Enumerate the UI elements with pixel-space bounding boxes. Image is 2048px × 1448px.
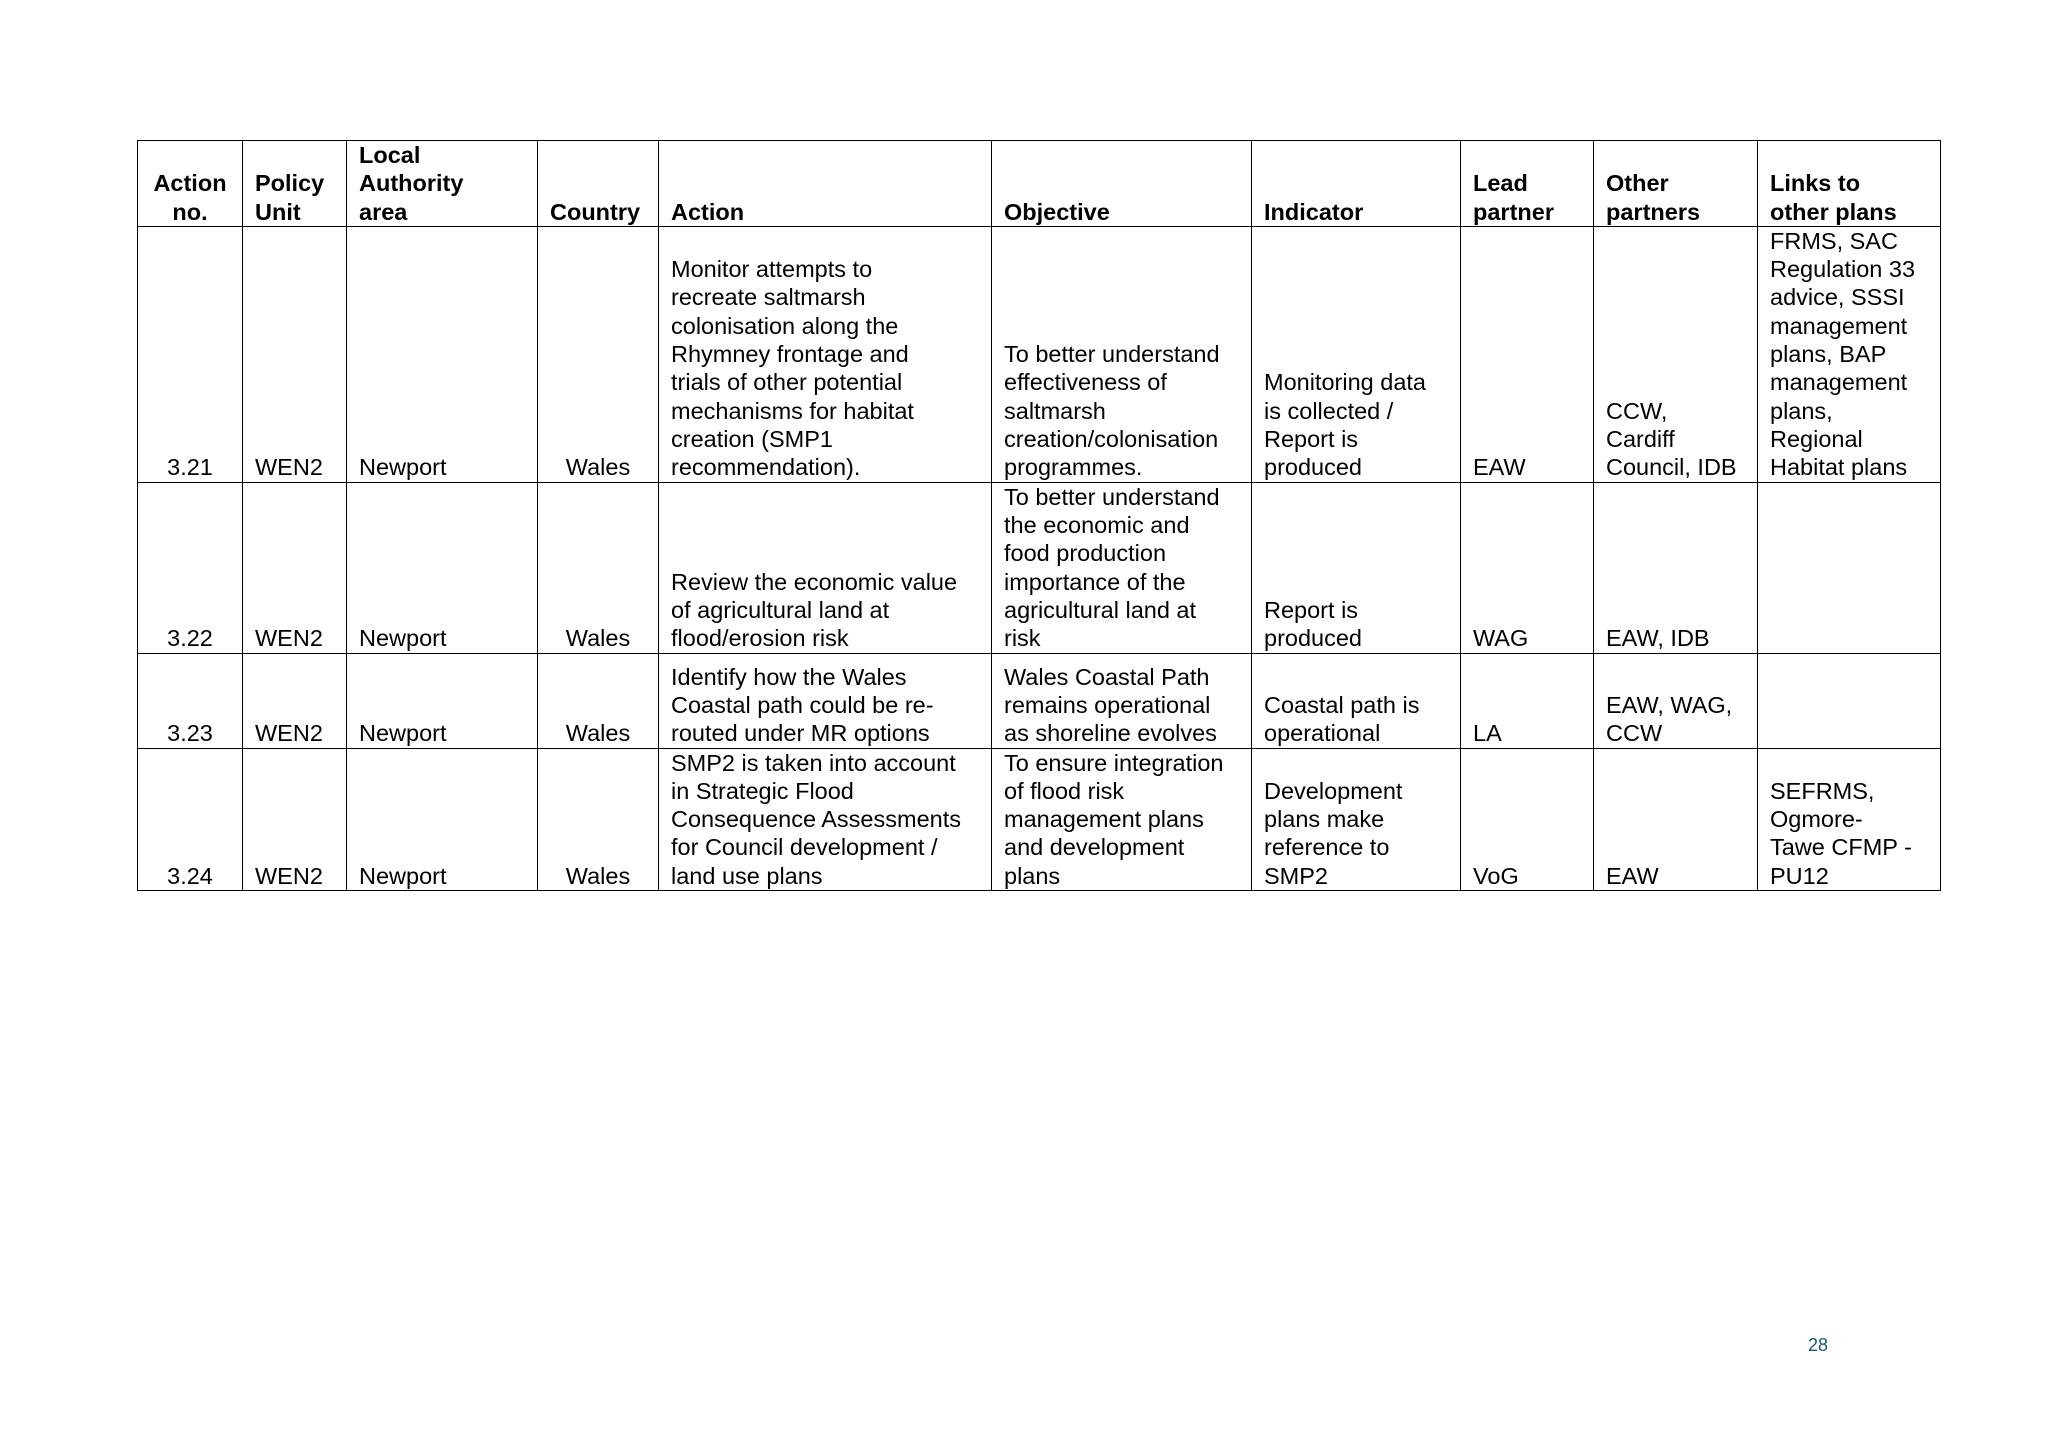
cell-action: Monitor attempts to recreate saltmarsh colonisation along the Rhymney frontage and trials of other potential mechanisms for habitat creation (SMP1 recommendation). (659, 226, 992, 482)
cell-local-authority: Newport (347, 653, 538, 748)
cell-other-partners: EAW, WAG, CCW (1594, 653, 1758, 748)
cell-links (1758, 653, 1941, 748)
cell-action-no: 3.21 (138, 226, 243, 482)
cell-local-authority: Newport (347, 482, 538, 653)
cell-policy-unit: WEN2 (243, 226, 347, 482)
cell-links: SEFRMS, Ogmore- Tawe CFMP - PU12 (1758, 748, 1941, 890)
cell-objective: To better understand effectiveness of saltmarsh creation/colonisation programmes. (992, 226, 1252, 482)
cell-policy-unit: WEN2 (243, 653, 347, 748)
table-row (138, 226, 1941, 482)
table-row (138, 653, 1941, 748)
cell-country: Wales (538, 226, 659, 482)
header-objective: Objective (992, 141, 1252, 227)
cell-indicator: Coastal path is operational (1252, 653, 1461, 748)
header-other-partners: Other partners (1594, 141, 1758, 227)
cell-action-no: 3.22 (138, 482, 243, 653)
table-row (138, 482, 1941, 653)
cell-action-no: 3.23 (138, 653, 243, 748)
action-plan-table (137, 140, 1941, 891)
cell-local-authority: Newport (347, 226, 538, 482)
cell-action-no: 3.24 (138, 748, 243, 890)
cell-policy-unit: WEN2 (243, 482, 347, 653)
cell-lead-partner: VoG (1461, 748, 1594, 890)
cell-local-authority: Newport (347, 748, 538, 890)
cell-lead-partner: WAG (1461, 482, 1594, 653)
header-action-no: Action no. (138, 141, 243, 227)
header-action: Action (659, 141, 992, 227)
cell-objective: To ensure integration of flood risk management plans and development plans (992, 748, 1252, 890)
cell-action: Review the economic value of agricultural land at flood/erosion risk (659, 482, 992, 653)
header-country: Country (538, 141, 659, 227)
cell-action: SMP2 is taken into account in Strategic Flood Consequence Assessments for Council development / land use plans (659, 748, 992, 890)
cell-other-partners: EAW, IDB (1594, 482, 1758, 653)
cell-country: Wales (538, 748, 659, 890)
cell-country: Wales (538, 653, 659, 748)
cell-links: FRMS, SAC Regulation 33 advice, SSSI management plans, BAP management plans, Regional Habitat plans (1758, 226, 1941, 482)
cell-indicator: Report is produced (1252, 482, 1461, 653)
header-row (138, 141, 1941, 227)
cell-indicator: Monitoring data is collected / Report is produced (1252, 226, 1461, 482)
cell-lead-partner: EAW (1461, 226, 1594, 482)
cell-lead-partner: LA (1461, 653, 1594, 748)
header-lead-partner: Lead partner (1461, 141, 1594, 227)
header-policy-unit: Policy Unit (243, 141, 347, 227)
cell-other-partners: CCW, Cardiff Council, IDB (1594, 226, 1758, 482)
header-indicator: Indicator (1252, 141, 1461, 227)
cell-policy-unit: WEN2 (243, 748, 347, 890)
page-number: 28 (1808, 1335, 1829, 1355)
cell-action: Identify how the Wales Coastal path could be re- routed under MR options (659, 653, 992, 748)
header-links: Links to other plans (1758, 141, 1941, 227)
cell-other-partners: EAW (1594, 748, 1758, 890)
cell-country: Wales (538, 482, 659, 653)
cell-objective: To better understand the economic and food production importance of the agricultural land at risk (992, 482, 1252, 653)
cell-objective: Wales Coastal Path remains operational as shoreline evolves (992, 653, 1252, 748)
header-local-authority: Local Authority area (347, 141, 538, 227)
cell-indicator: Development plans make reference to SMP2 (1252, 748, 1461, 890)
cell-links (1758, 482, 1941, 653)
table-row (138, 748, 1941, 890)
